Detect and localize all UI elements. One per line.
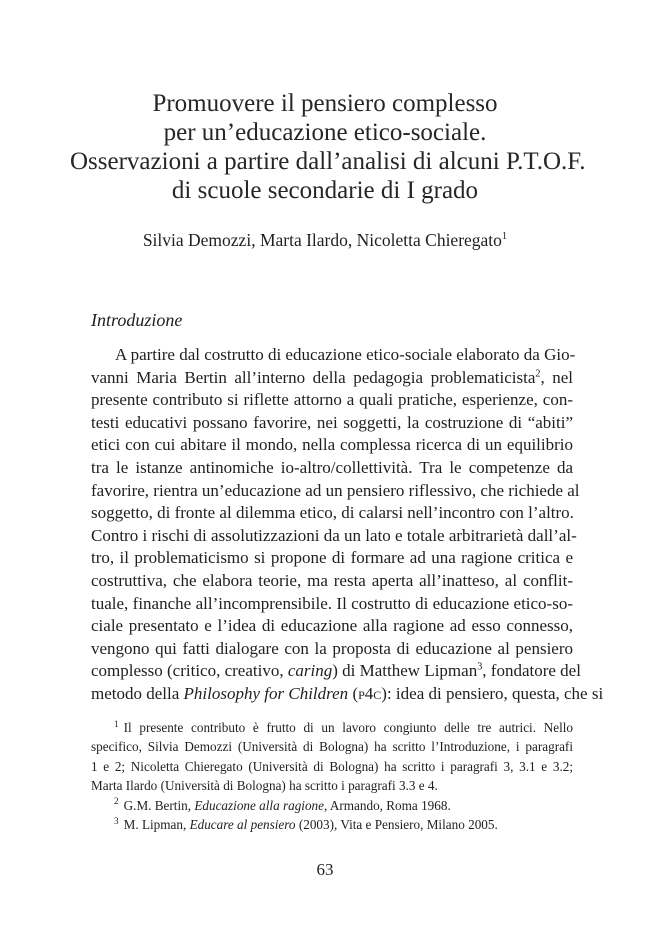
title-line-4: di scuole secondarie di I grado <box>171 177 479 204</box>
body-line: ciale presentato e l’idea di educazione alla ragione ad esso connesso, <box>91 616 573 636</box>
body-line: tra le istanze antinomiche io-altro/collettività. Tra le competenze da <box>91 457 573 477</box>
authors-footnote-marker: 1 <box>501 231 508 243</box>
body-line: tro, il problematicismo si propone di formare ad una ragione critica e <box>91 548 573 568</box>
body-text-span: ): idea di pensiero, questa, che si <box>381 683 604 703</box>
body-line: favorire, rientra un’educazione ad un pensiero riflessivo, che richiede al <box>91 480 580 500</box>
authors-line <box>70 229 580 251</box>
footnote-1-line: 1 e 2; Nicoletta Chieregato (Università di Bologna) ha scritto i paragrafi 3, 3.1 e 3.2; <box>91 758 573 774</box>
footnote-text: Il presente contributo è frutto di un lavoro congiunto delle tre autrici. Nello <box>123 720 573 735</box>
footnote-1-line <box>91 718 573 737</box>
footnote-3-line <box>91 815 573 834</box>
footnote-1-number: 1 <box>114 718 119 729</box>
footnote-marker-3: 3 <box>477 661 483 673</box>
footnotes <box>91 718 573 834</box>
body-smallcaps-span: p4c <box>358 683 382 703</box>
body-line: Contro i rischi di assolutizzazioni da un lato e totale arbitrarietà dall’al- <box>91 525 577 545</box>
title-line-3: Osservazioni a partire dall’analisi di alcuni P.T.O.F. <box>70 148 586 175</box>
body-italic-span: caring <box>287 661 333 681</box>
footnote-2-line <box>91 796 573 815</box>
article-title <box>70 89 586 205</box>
body-text-span: vanni Maria Bertin all’interno della pedagogia problematicista <box>91 367 536 387</box>
footnote-1-line: specifico, Silvia Demozzi (Università di Bologna) ha scritto l’Introduzione, i paragrafi <box>91 739 573 755</box>
footnote-2-number: 2 <box>114 796 119 807</box>
body-text-span: ) di Matthew Lipman <box>332 661 478 681</box>
body-text-span: complesso (critico, creativo, <box>91 661 288 681</box>
body-text-span: , nel <box>540 367 573 387</box>
footnote-text: , Armando, Roma 1968. <box>324 797 451 813</box>
footnote-text: (2003), Vita e Pensiero, Milano 2005. <box>295 817 498 833</box>
page-number: 63 <box>316 860 334 879</box>
footnote-1-line: Marta Ilardo (Università di Bologna) ha scritto i paragrafi 3.3 e 4. <box>91 778 438 794</box>
title-line-1: Promuovere il pensiero complesso <box>152 90 498 117</box>
body-line <box>91 367 573 390</box>
footnote-text: M. Lipman, <box>123 817 190 833</box>
body-line: etici con cui abitare il mondo, nella complessa ricerca di un equilibrio <box>91 435 573 455</box>
section-heading: Introduzione <box>91 310 183 330</box>
body-line: vengono qui fatti dialogare con la proposta di educazione al pensiero <box>91 638 573 658</box>
footnote-3-number: 3 <box>114 815 119 826</box>
body-text-span: ( <box>348 683 359 703</box>
authors-names: Silvia Demozzi, Marta Ilardo, Nicoletta Chieregato <box>142 230 502 250</box>
body-text-span: metodo della <box>91 683 184 703</box>
title-line-2: per un’educazione etico-sociale. <box>163 119 487 146</box>
footnote-italic: Educare al pensiero <box>189 817 296 833</box>
body-line: soggetto, di fronte al dilemma etico, di calarsi nell’incontro con l’altro. <box>91 503 574 523</box>
body-line: tuale, finanche all’incomprensibile. Il costrutto di educazione etico-so- <box>91 593 573 613</box>
body-line <box>91 660 581 683</box>
body-text-span: , fondatore del <box>482 661 581 681</box>
body-italic-span: Philosophy for Children <box>183 683 349 703</box>
footnote-italic: Educazione alla ragione <box>194 797 324 813</box>
footnote-text: G.M. Bertin, <box>123 797 195 813</box>
body-line: costruttiva, che elabora teorie, ma resta aperta all’inatteso, al conflit- <box>91 570 573 590</box>
footnote-marker-2: 2 <box>535 367 541 379</box>
body-line: A partire dal costrutto di educazione etico-sociale elaborato da Gio- <box>115 345 576 364</box>
body-line: presente contributo si riflette attorno a quali pratiche, esperienze, con- <box>91 390 573 410</box>
body-line <box>91 683 604 706</box>
body-paragraph <box>91 344 604 706</box>
body-line: testi educativi possano favorire, nei soggetti, la costruzione di “abiti” <box>91 412 573 432</box>
